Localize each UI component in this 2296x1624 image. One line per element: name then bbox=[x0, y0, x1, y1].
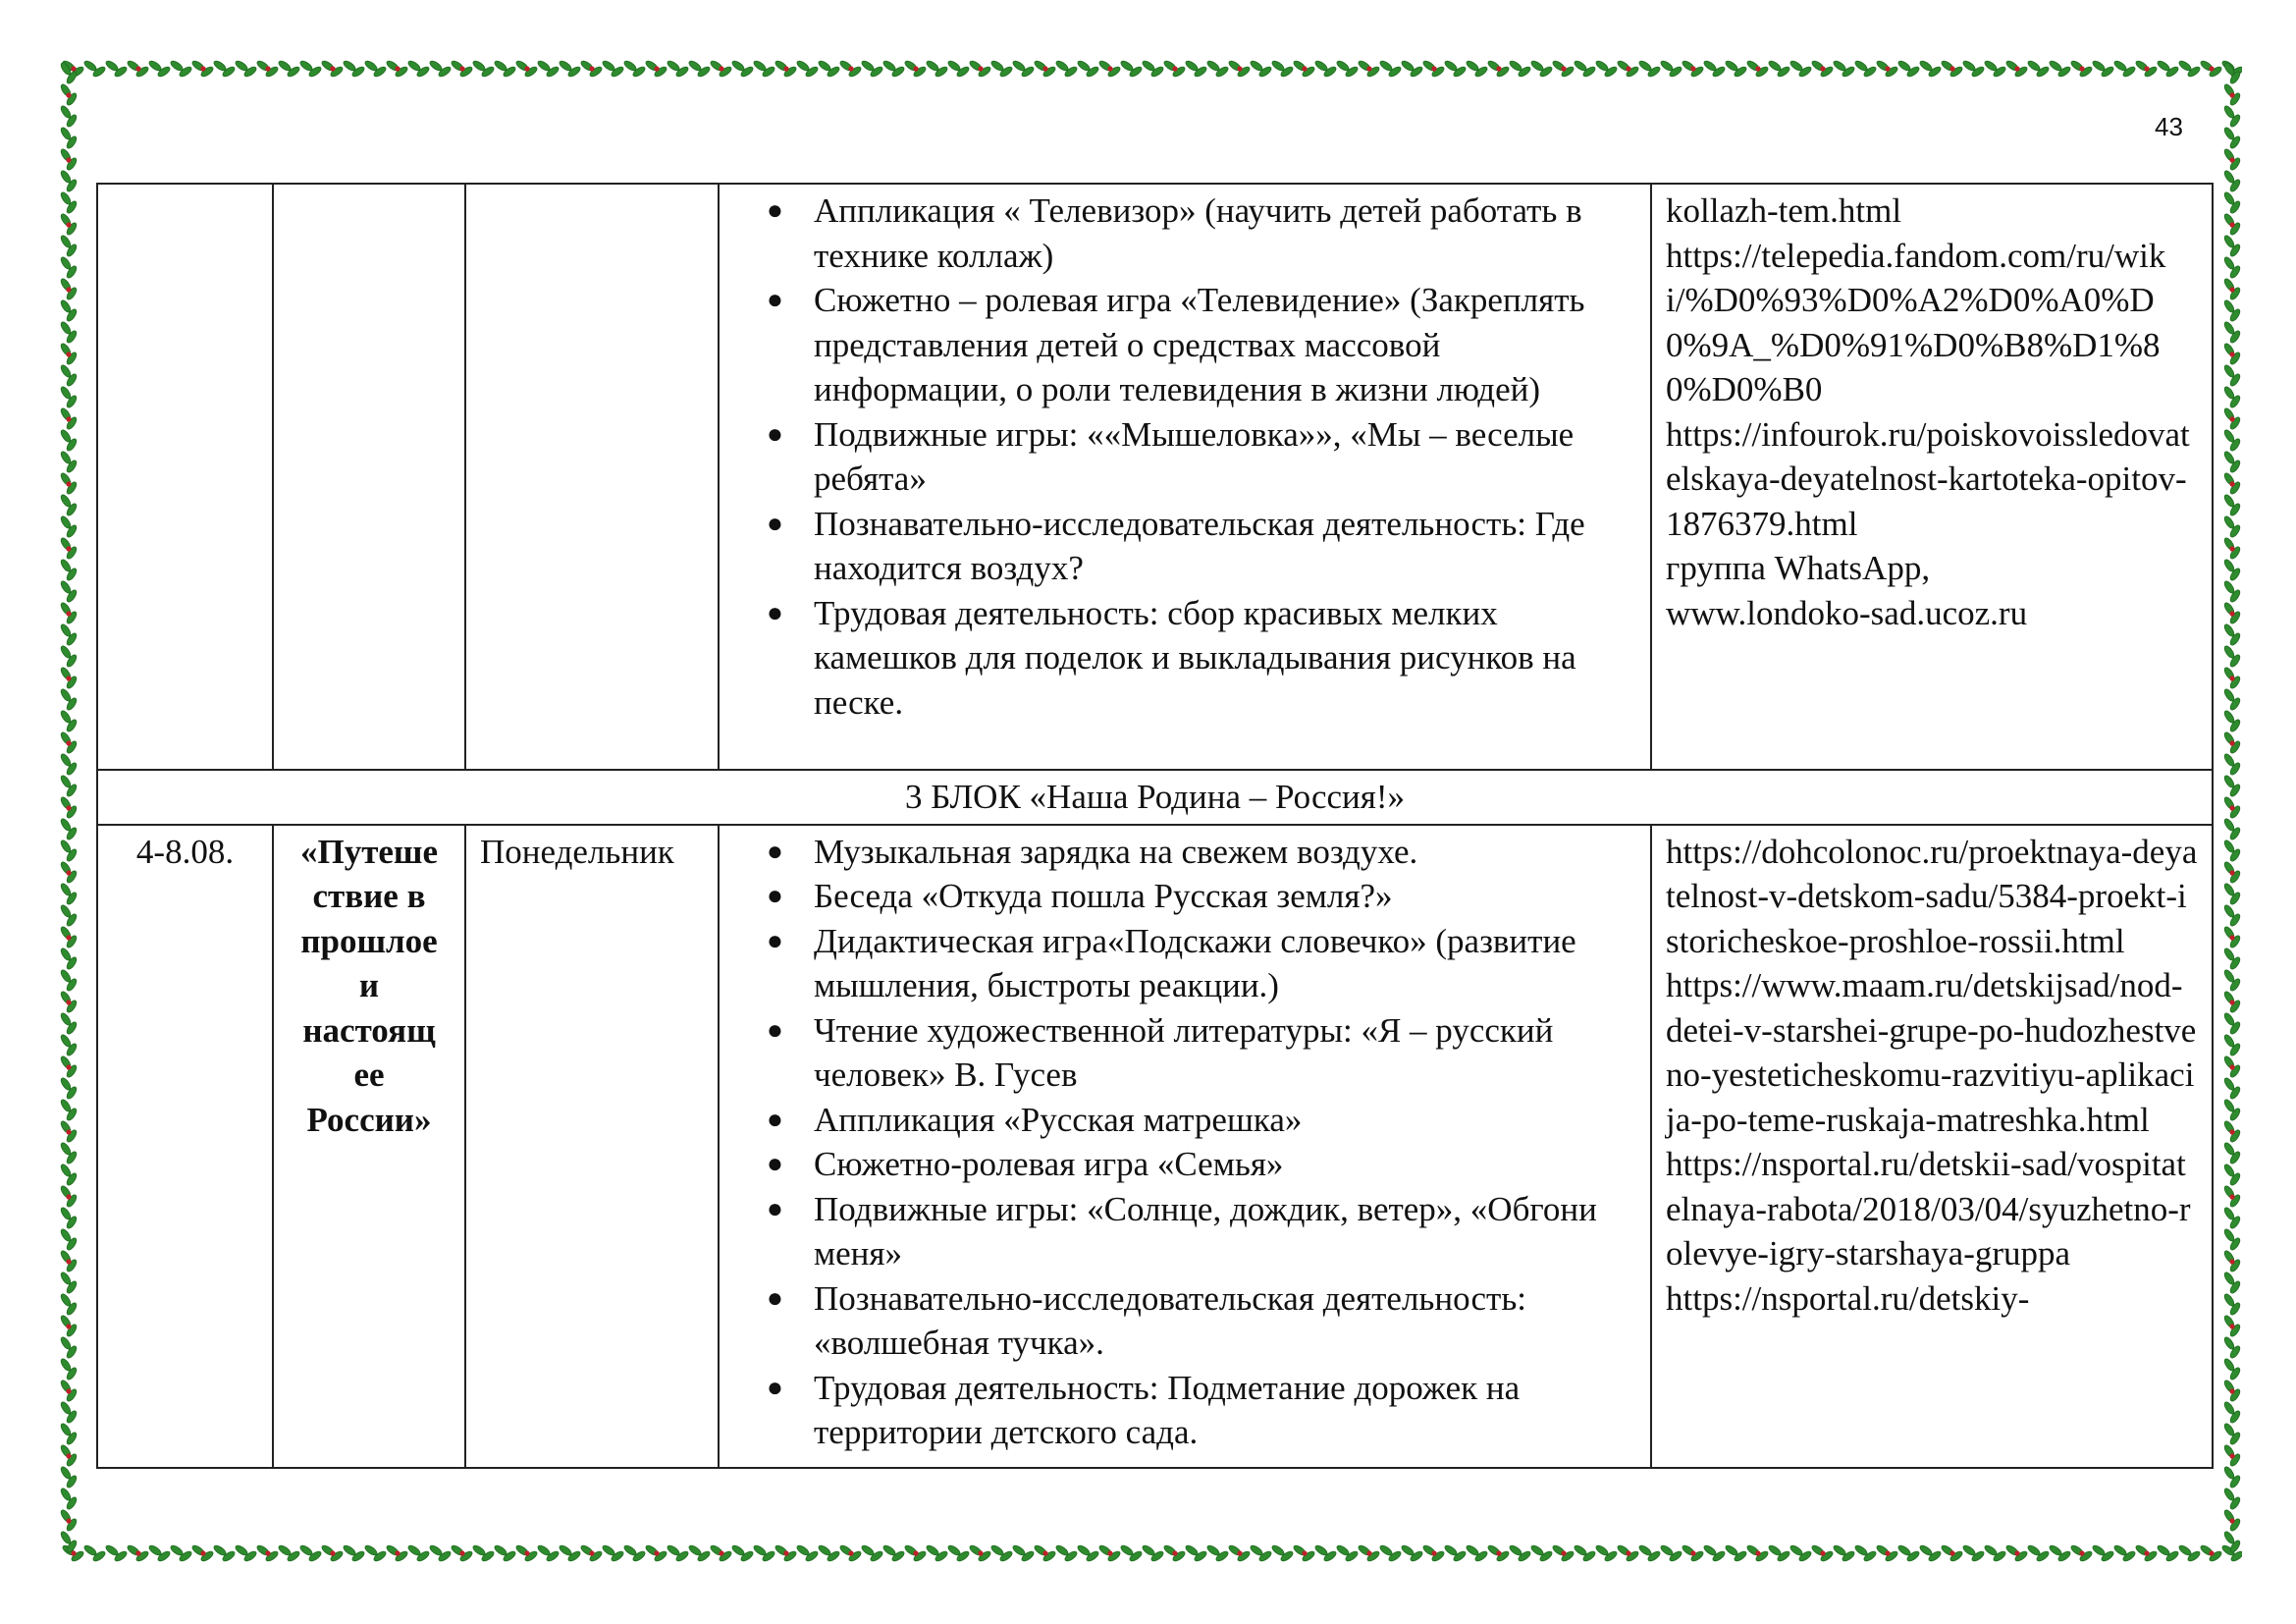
holly-berry-icon bbox=[848, 1550, 853, 1555]
holly-berry-icon bbox=[66, 287, 71, 292]
theme-line: ствие в bbox=[312, 877, 426, 915]
bullet-icon: ● bbox=[767, 836, 783, 867]
holly-berry-icon bbox=[654, 66, 659, 71]
activities-cell bbox=[719, 825, 1651, 1468]
holly-berry-icon bbox=[2209, 66, 2214, 71]
holly-border-bottom bbox=[61, 1542, 2242, 1565]
holly-berry-icon bbox=[200, 66, 205, 71]
holly-berry-icon bbox=[395, 66, 400, 71]
holly-berry-icon bbox=[2229, 546, 2234, 551]
bullet-icon: ● bbox=[767, 195, 783, 226]
list-item: ● Познавательно-исследовательская деятельность: Где находится воздух? bbox=[814, 502, 1636, 591]
holly-berry-icon bbox=[783, 66, 788, 71]
holly-berry-icon bbox=[1885, 1550, 1890, 1555]
list-item: ● Трудовая деятельность: Подметание дорожек на территории детского сада. bbox=[814, 1366, 1636, 1455]
holly-berry-icon bbox=[66, 1453, 71, 1458]
theme-line: «Путеше bbox=[299, 832, 439, 871]
holly-berry-icon bbox=[66, 1324, 71, 1328]
list-item: ● Подвижные игры: ««Мышеловка»», «Мы – веселые ребята» bbox=[814, 412, 1636, 502]
holly-berry-icon bbox=[135, 66, 140, 71]
holly-berry-icon bbox=[783, 1550, 788, 1555]
holly-berry-icon bbox=[978, 1550, 983, 1555]
holly-berry-icon bbox=[66, 870, 71, 875]
theme-line: и bbox=[358, 966, 380, 1004]
holly-berry-icon bbox=[2229, 1194, 2234, 1199]
holly-berry-icon bbox=[1431, 1550, 1436, 1555]
activity-plan-table bbox=[96, 183, 2214, 1469]
holly-berry-icon bbox=[2229, 1518, 2234, 1523]
list-item: ● Беседа «Откуда пошла Русская земля?» bbox=[814, 874, 1636, 919]
bullet-icon: ● bbox=[767, 1104, 783, 1135]
holly-berry-icon bbox=[66, 546, 71, 551]
holly-berry-icon bbox=[1237, 1550, 1242, 1555]
bullet-icon: ● bbox=[767, 1372, 783, 1403]
holly-berry-icon bbox=[66, 481, 71, 486]
holly-berry-icon bbox=[66, 92, 71, 97]
holly-berry-icon bbox=[2229, 1000, 2234, 1004]
holly-border-left bbox=[57, 61, 80, 1563]
holly-berry-icon bbox=[66, 740, 71, 745]
date-cell: 4-8.08. bbox=[97, 825, 273, 1468]
holly-berry-icon bbox=[2229, 1129, 2234, 1134]
holly-berry-icon bbox=[459, 66, 464, 71]
holly-berry-icon bbox=[1172, 66, 1177, 71]
table-row-week bbox=[97, 825, 2213, 1468]
bullet-icon: ● bbox=[767, 1282, 783, 1314]
holly-berry-icon bbox=[1690, 66, 1695, 71]
resource-link[interactable]: kollazh-tem.html bbox=[1666, 191, 1902, 230]
block-header-row bbox=[97, 770, 2213, 825]
holly-berry-icon bbox=[330, 1550, 335, 1555]
bullet-icon: ● bbox=[767, 418, 783, 450]
holly-berry-icon bbox=[66, 222, 71, 227]
holly-berry-icon bbox=[524, 66, 529, 71]
holly-berry-icon bbox=[2229, 1064, 2234, 1069]
holly-berry-icon bbox=[2229, 481, 2234, 486]
holly-berry-icon bbox=[1885, 66, 1890, 71]
bullet-icon: ● bbox=[767, 285, 783, 315]
holly-berry-icon bbox=[913, 66, 918, 71]
holly-berry-icon bbox=[1496, 1550, 1501, 1555]
holly-berry-icon bbox=[2229, 611, 2234, 616]
holly-berry-icon bbox=[265, 66, 270, 71]
list-item: ● Аппликация « Телевизор» (научить детей работать в технике коллаж) bbox=[814, 189, 1636, 278]
bullet-icon: ● bbox=[767, 881, 783, 911]
holly-berry-icon bbox=[2229, 222, 2234, 227]
holly-berry-icon bbox=[2229, 935, 2234, 940]
list-item: ● Аппликация «Русская матрешка» bbox=[814, 1098, 1636, 1143]
holly-berry-icon bbox=[66, 1129, 71, 1134]
theme-line: ее bbox=[353, 1056, 385, 1094]
holly-berry-icon bbox=[1366, 66, 1371, 71]
holly-berry-icon bbox=[66, 1064, 71, 1069]
holly-berry-icon bbox=[1561, 66, 1566, 71]
holly-berry-icon bbox=[66, 676, 71, 680]
holly-berry-icon bbox=[2229, 92, 2234, 97]
holly-berry-icon bbox=[395, 1550, 400, 1555]
holly-berry-icon bbox=[2229, 1453, 2234, 1458]
holly-berry-icon bbox=[589, 66, 594, 71]
resource-link[interactable]: https://infourok.ru/poiskovoissledovatelskaya-deyatelnost-kartoteka-opitov-1876379.html bbox=[1666, 414, 2190, 543]
resource-link[interactable]: https://telepedia.fandom.com/ru/wiki/%D0%93%D0%A2%D0%A0%D0%9A_%D0%91%D0%B8%D1%80%D0%B0 bbox=[1666, 236, 2166, 408]
links-cell bbox=[1651, 184, 2213, 770]
holly-berry-icon bbox=[1237, 66, 1242, 71]
list-item: ● Подвижные игры: «Солнце, дождик, ветер», «Обгони меня» bbox=[814, 1187, 1636, 1276]
holly-berry-icon bbox=[2229, 740, 2234, 745]
holly-berry-icon bbox=[654, 1550, 659, 1555]
resource-link[interactable]: https://nsportal.ru/detskiy- bbox=[1666, 1278, 2030, 1318]
holly-berry-icon bbox=[978, 66, 983, 71]
holly-berry-icon bbox=[66, 1388, 71, 1393]
holly-berry-icon bbox=[459, 1550, 464, 1555]
bullet-icon: ● bbox=[767, 508, 783, 539]
activities-cell bbox=[719, 184, 1651, 770]
holly-berry-icon bbox=[2229, 1388, 2234, 1393]
holly-berry-icon bbox=[66, 1194, 71, 1199]
holly-berry-icon bbox=[265, 1550, 270, 1555]
holly-berry-icon bbox=[200, 1550, 205, 1555]
holly-berry-icon bbox=[1172, 1550, 1177, 1555]
holly-berry-icon bbox=[1561, 1550, 1566, 1555]
resource-link[interactable]: https://nsportal.ru/detskii-sad/vospitatelnaya-rabota/2018/03/04/syuzhetno-rolevye-igry-starshaya-gruppa bbox=[1666, 1145, 2191, 1272]
holly-berry-icon bbox=[1690, 1550, 1695, 1555]
holly-berry-icon bbox=[719, 1550, 723, 1555]
holly-berry-icon bbox=[2079, 1550, 2084, 1555]
bullet-icon: ● bbox=[767, 1193, 783, 1224]
holly-berry-icon bbox=[1042, 1550, 1047, 1555]
holly-berry-icon bbox=[66, 611, 71, 616]
holly-berry-icon bbox=[2144, 66, 2149, 71]
list-item: ● Музыкальная зарядка на свежем воздухе. bbox=[814, 830, 1636, 875]
holly-berry-icon bbox=[2229, 1324, 2234, 1328]
resource-note: группа WhatsApp, bbox=[1666, 549, 1931, 587]
holly-berry-icon bbox=[66, 805, 71, 810]
holly-berry-icon bbox=[2229, 805, 2234, 810]
holly-berry-icon bbox=[330, 66, 335, 71]
holly-berry-icon bbox=[66, 1000, 71, 1004]
holly-berry-icon bbox=[2144, 1550, 2149, 1555]
holly-berry-icon bbox=[66, 416, 71, 421]
resource-link[interactable]: https://www.maam.ru/detskijsad/nod-detei-v-starshei-grupe-po-hudozhestveno-yesteticheskomu-razvitiyu-aplikacija-po-teme-ruskaja-matreshka.html bbox=[1666, 966, 2197, 1139]
holly-berry-icon bbox=[2229, 352, 2234, 356]
list-item: ● Сюжетно – ролевая игра «Телевидение» (Закреплять представления детей о средствах массовой информации, о роли телевидения в жизни людей) bbox=[814, 278, 1636, 412]
theme-line: настоящ bbox=[302, 1010, 436, 1050]
holly-berry-icon bbox=[135, 1550, 140, 1555]
holly-berry-icon bbox=[1431, 66, 1436, 71]
holly-berry-icon bbox=[1496, 66, 1501, 71]
holly-berry-icon bbox=[2209, 1550, 2214, 1555]
holly-border-top bbox=[61, 57, 2242, 81]
theme-line: России» bbox=[306, 1100, 432, 1139]
holly-berry-icon bbox=[1302, 66, 1307, 71]
bullet-icon: ● bbox=[767, 1149, 783, 1179]
holly-berry-icon bbox=[524, 1550, 529, 1555]
holly-berry-icon bbox=[66, 935, 71, 940]
holly-berry-icon bbox=[848, 66, 853, 71]
holly-berry-icon bbox=[2079, 66, 2084, 71]
holly-berry-icon bbox=[1626, 1550, 1630, 1555]
holly-berry-icon bbox=[1042, 66, 1047, 71]
holly-berry-icon bbox=[1949, 1550, 1954, 1555]
holly-berry-icon bbox=[66, 1259, 71, 1264]
holly-berry-icon bbox=[1626, 66, 1630, 71]
links-cell bbox=[1651, 825, 2213, 1468]
bullet-icon: ● bbox=[767, 597, 783, 628]
theme-cell-empty bbox=[273, 184, 465, 770]
holly-berry-icon bbox=[1366, 1550, 1371, 1555]
holly-berry-icon bbox=[2229, 416, 2234, 421]
holly-berry-icon bbox=[2014, 66, 2019, 71]
holly-berry-icon bbox=[66, 1518, 71, 1523]
block-header: 3 БЛОК «Наша Родина – Россия!» bbox=[97, 770, 2213, 825]
holly-berry-icon bbox=[66, 157, 71, 162]
list-item: ● Чтение художественной литературы: «Я – русский человек» В. Гусев bbox=[814, 1008, 1636, 1098]
day-cell-empty bbox=[465, 184, 719, 770]
holly-berry-icon bbox=[913, 1550, 918, 1555]
theme-cell bbox=[273, 825, 465, 1468]
holly-berry-icon bbox=[1949, 66, 1954, 71]
list-item: ● Сюжетно-ролевая игра «Семья» bbox=[814, 1142, 1636, 1187]
holly-berry-icon bbox=[1755, 66, 1760, 71]
resource-link[interactable]: www.londoko-sad.ucoz.ru bbox=[1666, 593, 2028, 632]
holly-berry-icon bbox=[2229, 287, 2234, 292]
holly-berry-icon bbox=[1107, 1550, 1112, 1555]
holly-berry-icon bbox=[1107, 66, 1112, 71]
holly-berry-icon bbox=[589, 1550, 594, 1555]
activity-list bbox=[733, 189, 1636, 725]
holly-berry-icon bbox=[719, 66, 723, 71]
list-item: ● Дидактическая игра«Подскажи словечко» (развитие мышления, быстроты реакции.) bbox=[814, 919, 1636, 1008]
day-cell: Понедельник bbox=[465, 825, 719, 1468]
bullet-icon: ● bbox=[767, 1014, 783, 1046]
list-item: ● Познавательно-исследовательская деятельность: «волшебная тучка». bbox=[814, 1276, 1636, 1366]
theme-line: прошлое bbox=[300, 921, 438, 960]
list-item: ● Трудовая деятельность: сбор красивых мелких камешков для поделок и выкладывания рисунков на песке. bbox=[814, 591, 1636, 726]
holly-border-right bbox=[2220, 61, 2244, 1563]
holly-berry-icon bbox=[2014, 1550, 2019, 1555]
date-cell-empty bbox=[97, 184, 273, 770]
holly-berry-icon bbox=[2229, 1259, 2234, 1264]
resource-link[interactable]: https://dohcolonoc.ru/proektnaya-deyatelnost-v-detskom-sadu/5384-proekt-istoricheskoe-proshloe-rossii.html bbox=[1666, 832, 2198, 960]
activity-list bbox=[733, 830, 1636, 1455]
bullet-icon: ● bbox=[767, 925, 783, 956]
table-row-continued bbox=[97, 184, 2213, 770]
holly-berry-icon bbox=[1820, 66, 1825, 71]
holly-berry-icon bbox=[1755, 1550, 1760, 1555]
page-number: 43 bbox=[2155, 112, 2183, 141]
holly-berry-icon bbox=[2229, 870, 2234, 875]
holly-berry-icon bbox=[1820, 1550, 1825, 1555]
holly-berry-icon bbox=[1302, 1550, 1307, 1555]
holly-berry-icon bbox=[2229, 157, 2234, 162]
holly-berry-icon bbox=[66, 352, 71, 356]
holly-berry-icon bbox=[2229, 676, 2234, 680]
